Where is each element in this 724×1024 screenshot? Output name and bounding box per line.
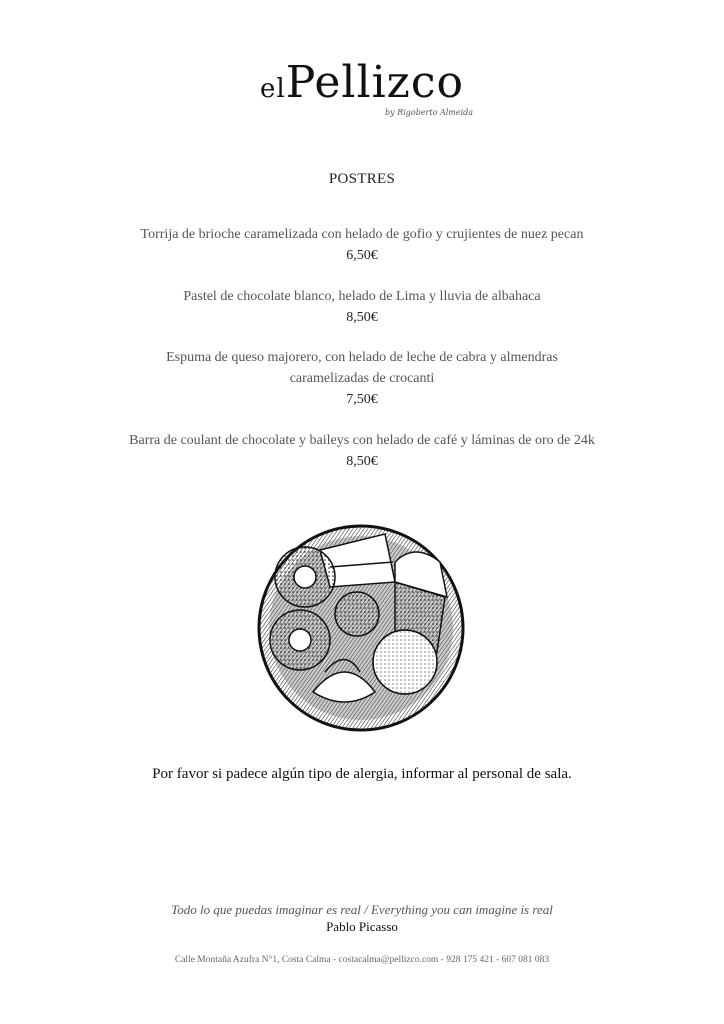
restaurant-logo <box>0 58 724 128</box>
quote-author: Pablo Picasso <box>326 919 398 934</box>
item-price: 8,50€ <box>346 310 378 325</box>
desserts-plate-illustration <box>255 522 467 734</box>
section-title: POSTRES <box>328 171 396 187</box>
logo-prefix: el <box>260 74 286 104</box>
item-description: Torrija de brioche caramelizada con helado de gofio y crujientes de nuez pecan <box>140 227 584 242</box>
menu-item <box>0 430 724 472</box>
item-price: 6,50€ <box>346 248 378 263</box>
item-price: 8,50€ <box>346 454 378 469</box>
item-description: Espuma de queso majorero, con helado de leche de cabra y almendras <box>166 350 558 365</box>
logo-byline: by Rigoberto Almeida <box>385 108 474 117</box>
footer-address: Calle Montaña Azufra N°1, Costa Calma - costacalma@pellizco.com - 928 175 421 - 607 081 083 <box>174 955 550 965</box>
allergy-notice: Por favor si padece algún tipo de alergia, informar al personal de sala. <box>152 766 572 782</box>
logo-name: Pellizco <box>285 57 464 108</box>
item-description: Pastel de chocolate blanco, helado de Lima y lluvia de albahaca <box>183 289 541 304</box>
item-price: 7,50€ <box>346 392 378 407</box>
quote: Todo lo que puedas imaginar es real / Everything you can imagine is real <box>171 902 553 917</box>
menu-item <box>0 347 724 410</box>
menu-item <box>0 286 724 328</box>
item-description: caramelizadas de crocanti <box>289 371 435 386</box>
item-description: Barra de coulant de chocolate y baileys con helado de café y láminas de oro de 24k <box>129 433 595 448</box>
menu-item <box>0 224 724 266</box>
